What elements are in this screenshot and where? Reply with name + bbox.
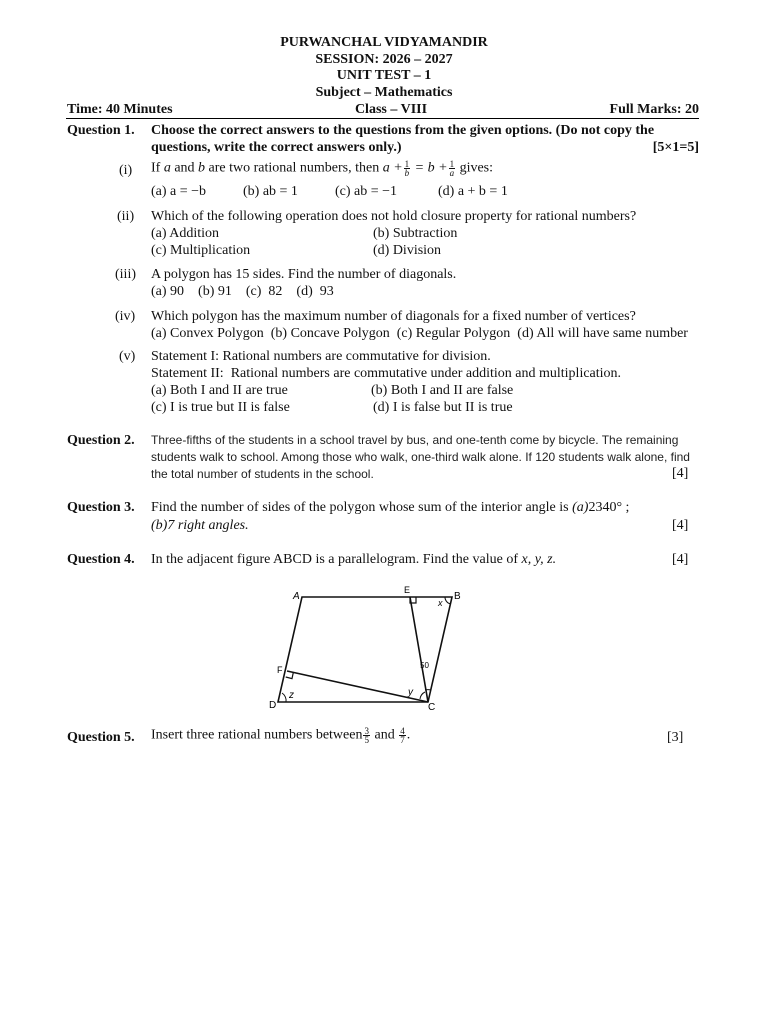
q1-instruction: Choose the correct answers to the questions from the given options. (Do not copy the — [151, 123, 655, 138]
class-label: Class – VIII — [354, 102, 428, 117]
angle-label-50: 50 — [420, 661, 429, 670]
q1-label: Question 1. — [67, 123, 135, 138]
q1-iv-number: (iv) — [115, 309, 136, 324]
full-marks: Full Marks: 20 — [609, 102, 699, 117]
q5-marks: [3] — [667, 730, 684, 745]
angle-arc-z — [282, 693, 286, 702]
point-label-e: E — [404, 585, 411, 595]
q1-i-option-d: (d) a + b = 1 — [438, 184, 508, 199]
angle-arc-y — [420, 692, 425, 699]
q3-line-2: (b)7 right angles. — [151, 518, 249, 533]
q1-v-statement-2: Statement II: Rational numbers are commutative under addition and multiplication. — [151, 366, 622, 381]
q1-i-number: (i) — [119, 163, 133, 178]
q4-label: Question 4. — [67, 552, 135, 567]
q2-label: Question 2. — [67, 433, 135, 448]
q2-line-2: students walk to school. Among those who walk, one-third walk alone. If 120 students walk alone, find — [151, 450, 690, 464]
angle-label-x: x — [438, 598, 443, 608]
school-name: PURWANCHAL VIDYAMANDIR — [280, 35, 488, 50]
angle-arc-x — [445, 597, 451, 604]
q1-ii-option-b: (b) Subtraction — [373, 226, 458, 241]
session: SESSION: 2026 – 2027 — [315, 52, 453, 67]
vertex-label-b: B — [454, 591, 461, 602]
q1-ii-number: (ii) — [117, 209, 135, 224]
q4-marks: [4] — [672, 552, 689, 567]
q1-v-option-b: (b) Both I and II are false — [371, 383, 514, 398]
angle-label-y: y — [408, 687, 413, 698]
point-label-f: F — [277, 665, 283, 675]
test-title: UNIT TEST – 1 — [336, 68, 432, 83]
q1-ii-option-c: (c) Multiplication — [151, 243, 251, 258]
angle-label-z: z — [289, 690, 294, 701]
q1-i-option-b: (b) ab = 1 — [243, 184, 298, 199]
q1-marks: [5×1=5] — [652, 140, 699, 155]
q1-v-statement-1: Statement I: Rational numbers are commutative for division. — [151, 349, 491, 364]
vertex-label-d: D — [269, 700, 277, 711]
vertex-label-c: C — [428, 702, 436, 712]
q1-v-option-d: (d) I is false but II is true — [373, 400, 513, 415]
q2-line-3: the total number of students in the school. — [151, 467, 374, 481]
q1-iii-number: (iii) — [115, 267, 136, 282]
q2-line-1: Three-fifths of the students in a school travel by bus, and one-tenth come by bicycle. The remaining — [151, 433, 679, 447]
time-label: Time: 40 Minutes — [67, 102, 173, 117]
q1-iii-options: (a) 90 (b) 91 (c) 82 (d) 93 — [151, 284, 334, 299]
q3-label: Question 3. — [67, 500, 135, 515]
q3-line-1: Find the number of sides of the polygon whose sum of the interior angle is (a)2340° ; — [151, 500, 630, 515]
q1-v-option-a: (a) Both I and II are true — [151, 383, 288, 398]
q1-iv-options: (a) Convex Polygon (b) Concave Polygon (c) Regular Polygon (d) All will have same number — [151, 326, 688, 341]
q5-text: Insert three rational numbers between $\frac{3}{5}$ and $\frac{4}{7}$ . — [151, 726, 411, 745]
subject: Subject – Mathematics — [315, 85, 453, 100]
vertex-label-a: A — [293, 591, 300, 602]
q2-marks: [4] — [672, 466, 689, 481]
q1-i-option-c: (c) ab = −1 — [335, 184, 398, 199]
q3-marks: [4] — [672, 518, 689, 533]
q1-instruction-2: questions, write the correct answers only.) — [151, 140, 402, 155]
q1-ii-option-d: (d) Division — [373, 243, 442, 258]
q1-i-stem: If a and b are two rational numbers, then a + $\frac{1}{b}$ = b + $\frac{1}{a}$ gives: — [151, 159, 494, 178]
header-rule — [66, 118, 699, 119]
q5-label: Question 5. — [67, 730, 135, 745]
q1-iii-stem: A polygon has 15 sides. Find the number of diagonals. — [151, 267, 457, 282]
parallelogram-figure — [262, 582, 472, 712]
q1-iv-stem: Which polygon has the maximum number of diagonals for a fixed number of vertices? — [151, 309, 636, 324]
q1-ii-option-a: (a) Addition — [151, 226, 220, 241]
q1-ii-stem: Which of the following operation does not hold closure property for rational numbers? — [151, 209, 637, 224]
q1-i-option-a: (a) a = −b — [151, 184, 207, 199]
right-angle-f — [286, 673, 294, 679]
q4-text: In the adjacent figure ABCD is a parallelogram. Find the value of x, y, z. — [151, 552, 557, 567]
segment-fc — [287, 671, 428, 702]
q1-v-option-c: (c) I is true but II is false — [151, 400, 290, 415]
q1-v-number: (v) — [119, 349, 136, 364]
